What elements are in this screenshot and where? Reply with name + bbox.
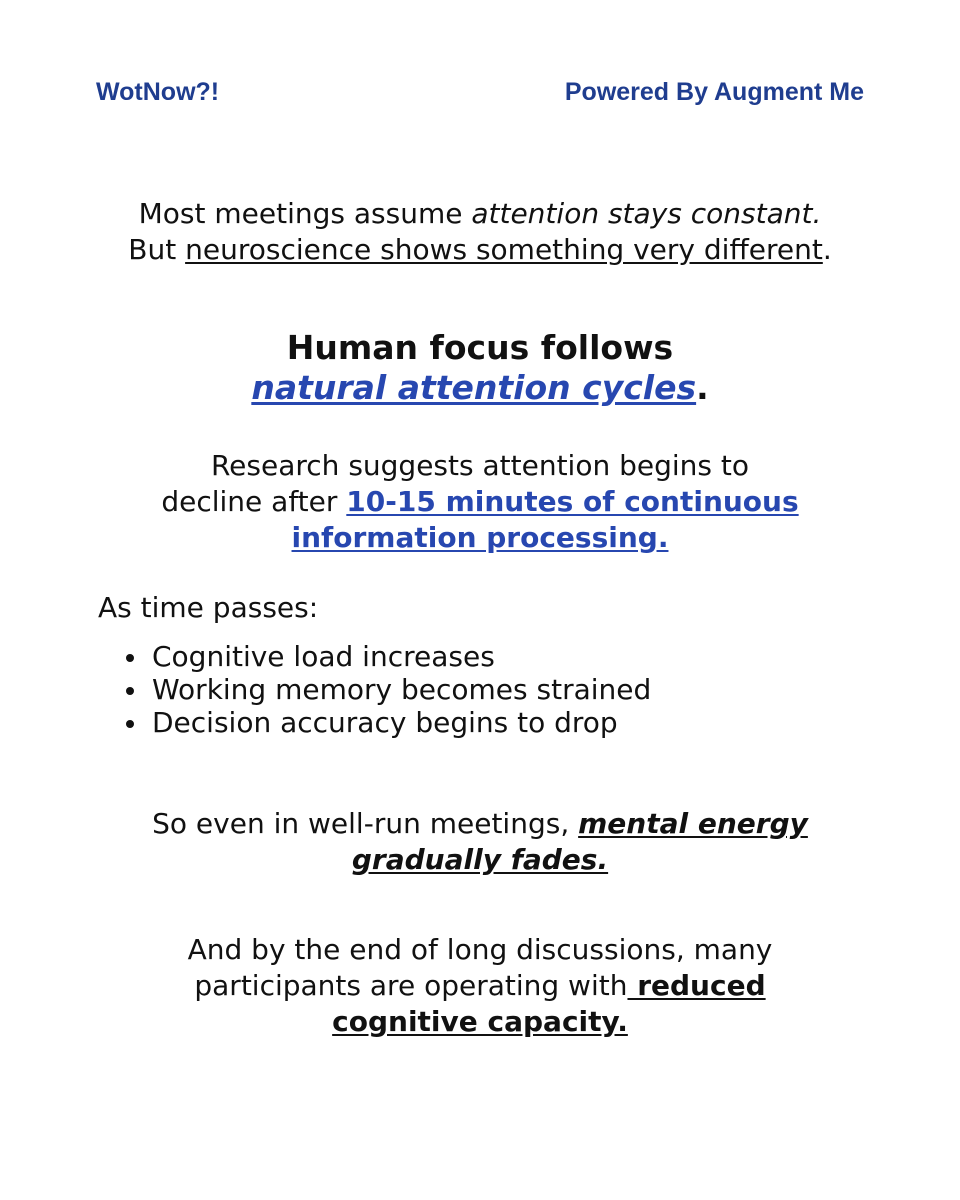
ending-line-2 (60, 968, 900, 1004)
list-item: Cognitive load increases (112, 640, 651, 673)
list-item: Decision accuracy begins to drop (112, 706, 651, 739)
intro-line-1 (60, 196, 900, 232)
effects-list (112, 640, 651, 739)
attention-cycles-link[interactable]: natural attention cycles (251, 368, 697, 407)
intro-line-2-text: But (128, 233, 186, 266)
research-paragraph (60, 448, 900, 556)
intro-underlined-phrase: neuroscience shows something very different (185, 233, 823, 266)
gradually-fades-phrase: gradually fades. (351, 843, 609, 876)
ending-line-3 (60, 1004, 900, 1040)
heading-period: . (696, 368, 709, 407)
reduced-phrase: reduced (627, 969, 766, 1002)
heading-line-1: Human focus follows (286, 328, 674, 367)
minutes-link[interactable]: 10-15 minutes of continuous (346, 485, 799, 518)
ending-line-2-text: participants are operating with (194, 969, 628, 1002)
mental-energy-phrase: mental energy (578, 807, 808, 840)
information-processing-link[interactable]: information processing. (291, 521, 669, 554)
intro-paragraph (60, 196, 900, 268)
research-line-1: Research suggests attention begins to (210, 449, 749, 482)
time-passes-label: As time passes: (98, 591, 319, 624)
intro-italic-phrase: attention stays constant. (471, 197, 822, 230)
research-line-2 (60, 484, 900, 520)
ending-paragraph (60, 932, 900, 1040)
ending-line-1: And by the end of long discussions, many (187, 933, 773, 966)
research-line-2-text: decline after (161, 485, 347, 518)
intro-line-2 (60, 232, 900, 268)
intro-line-2-end: . (822, 233, 832, 266)
cognitive-capacity-phrase: cognitive capacity. (332, 1005, 628, 1038)
page-heading (60, 328, 900, 408)
energy-paragraph (60, 806, 900, 878)
energy-line-2 (60, 842, 900, 878)
brand-powered-by: Powered By Augment Me (564, 78, 864, 106)
energy-line-1 (60, 806, 900, 842)
research-line-3 (60, 520, 900, 556)
heading-line-2 (60, 368, 900, 408)
energy-line-1-text: So even in well-run meetings, (152, 807, 579, 840)
intro-line-1-text: Most meetings assume (138, 197, 472, 230)
list-item: Working memory becomes strained (112, 673, 651, 706)
brand-wotnow: WotNow?! (96, 78, 220, 106)
